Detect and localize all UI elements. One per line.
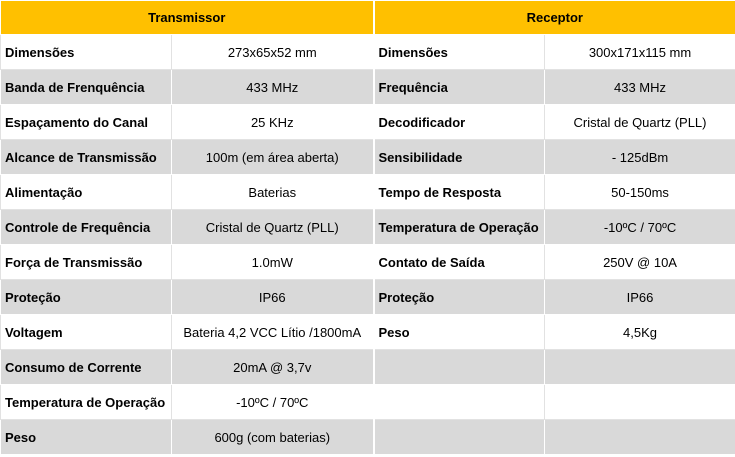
transmitter-spec-value: 600g (com baterias) <box>172 420 374 455</box>
receiver-spec-label: Dimensões <box>374 35 545 70</box>
table-row <box>1 70 735 105</box>
transmitter-spec-label: Controle de Frequência <box>1 210 172 245</box>
table-row <box>1 280 735 315</box>
receiver-spec-value <box>545 420 735 455</box>
transmitter-spec-value: Baterias <box>172 175 374 210</box>
table-body <box>1 35 735 455</box>
transmitter-spec-label: Alimentação <box>1 175 172 210</box>
receiver-spec-label: Contato de Saída <box>374 245 545 280</box>
transmitter-spec-label: Voltagem <box>1 315 172 350</box>
transmitter-spec-label: Consumo de Corrente <box>1 350 172 385</box>
receiver-spec-label: Sensibilidade <box>374 140 545 175</box>
transmitter-spec-value: 273x65x52 mm <box>172 35 374 70</box>
table-row <box>1 35 735 70</box>
table-header-row <box>1 1 735 35</box>
table-row <box>1 315 735 350</box>
transmitter-spec-value: IP66 <box>172 280 374 315</box>
receiver-spec-value: 250V @ 10A <box>545 245 735 280</box>
receiver-spec-value: 4,5Kg <box>545 315 735 350</box>
transmitter-spec-label: Peso <box>1 420 172 455</box>
transmitter-spec-value: 20mA @ 3,7v <box>172 350 374 385</box>
transmitter-spec-value: 433 MHz <box>172 70 374 105</box>
transmitter-spec-label: Dimensões <box>1 35 172 70</box>
table-row <box>1 210 735 245</box>
receiver-spec-label: Proteção <box>374 280 545 315</box>
table-row <box>1 245 735 280</box>
receiver-spec-value: 300x171x115 mm <box>545 35 735 70</box>
transmitter-spec-label: Temperatura de Operação <box>1 385 172 420</box>
receiver-spec-label: Decodificador <box>374 105 545 140</box>
transmitter-spec-value: 25 KHz <box>172 105 374 140</box>
receiver-spec-value <box>545 385 735 420</box>
transmitter-spec-label: Espaçamento do Canal <box>1 105 172 140</box>
receiver-spec-label <box>374 385 545 420</box>
table-row <box>1 420 735 455</box>
table-row <box>1 105 735 140</box>
receiver-spec-label <box>374 350 545 385</box>
transmitter-spec-value: Bateria 4,2 VCC Lítio /1800mA <box>172 315 374 350</box>
table-row <box>1 175 735 210</box>
receiver-spec-value <box>545 350 735 385</box>
table-row <box>1 385 735 420</box>
receiver-spec-value: -10ºC / 70ºC <box>545 210 735 245</box>
transmitter-spec-label: Proteção <box>1 280 172 315</box>
table-row <box>1 350 735 385</box>
receiver-spec-label: Tempo de Resposta <box>374 175 545 210</box>
transmitter-spec-label: Banda de Frenquência <box>1 70 172 105</box>
transmitter-spec-label: Força de Transmissão <box>1 245 172 280</box>
transmitter-header: Transmissor <box>1 1 374 35</box>
receiver-spec-value: IP66 <box>545 280 735 315</box>
receiver-spec-value: Cristal de Quartz (PLL) <box>545 105 735 140</box>
receiver-spec-value: 433 MHz <box>545 70 735 105</box>
receiver-spec-value: 50-150ms <box>545 175 735 210</box>
transmitter-spec-label: Alcance de Transmissão <box>1 140 172 175</box>
receiver-spec-label <box>374 420 545 455</box>
receiver-header: Receptor <box>374 1 735 35</box>
receiver-spec-label: Temperatura de Operação <box>374 210 545 245</box>
table-row <box>1 140 735 175</box>
receiver-spec-label: Peso <box>374 315 545 350</box>
receiver-spec-value: - 125dBm <box>545 140 735 175</box>
transmitter-spec-value: Cristal de Quartz (PLL) <box>172 210 374 245</box>
transmitter-spec-value: 100m (em área aberta) <box>172 140 374 175</box>
receiver-spec-label: Frequência <box>374 70 545 105</box>
transmitter-spec-value: 1.0mW <box>172 245 374 280</box>
transmitter-spec-value: -10ºC / 70ºC <box>172 385 374 420</box>
